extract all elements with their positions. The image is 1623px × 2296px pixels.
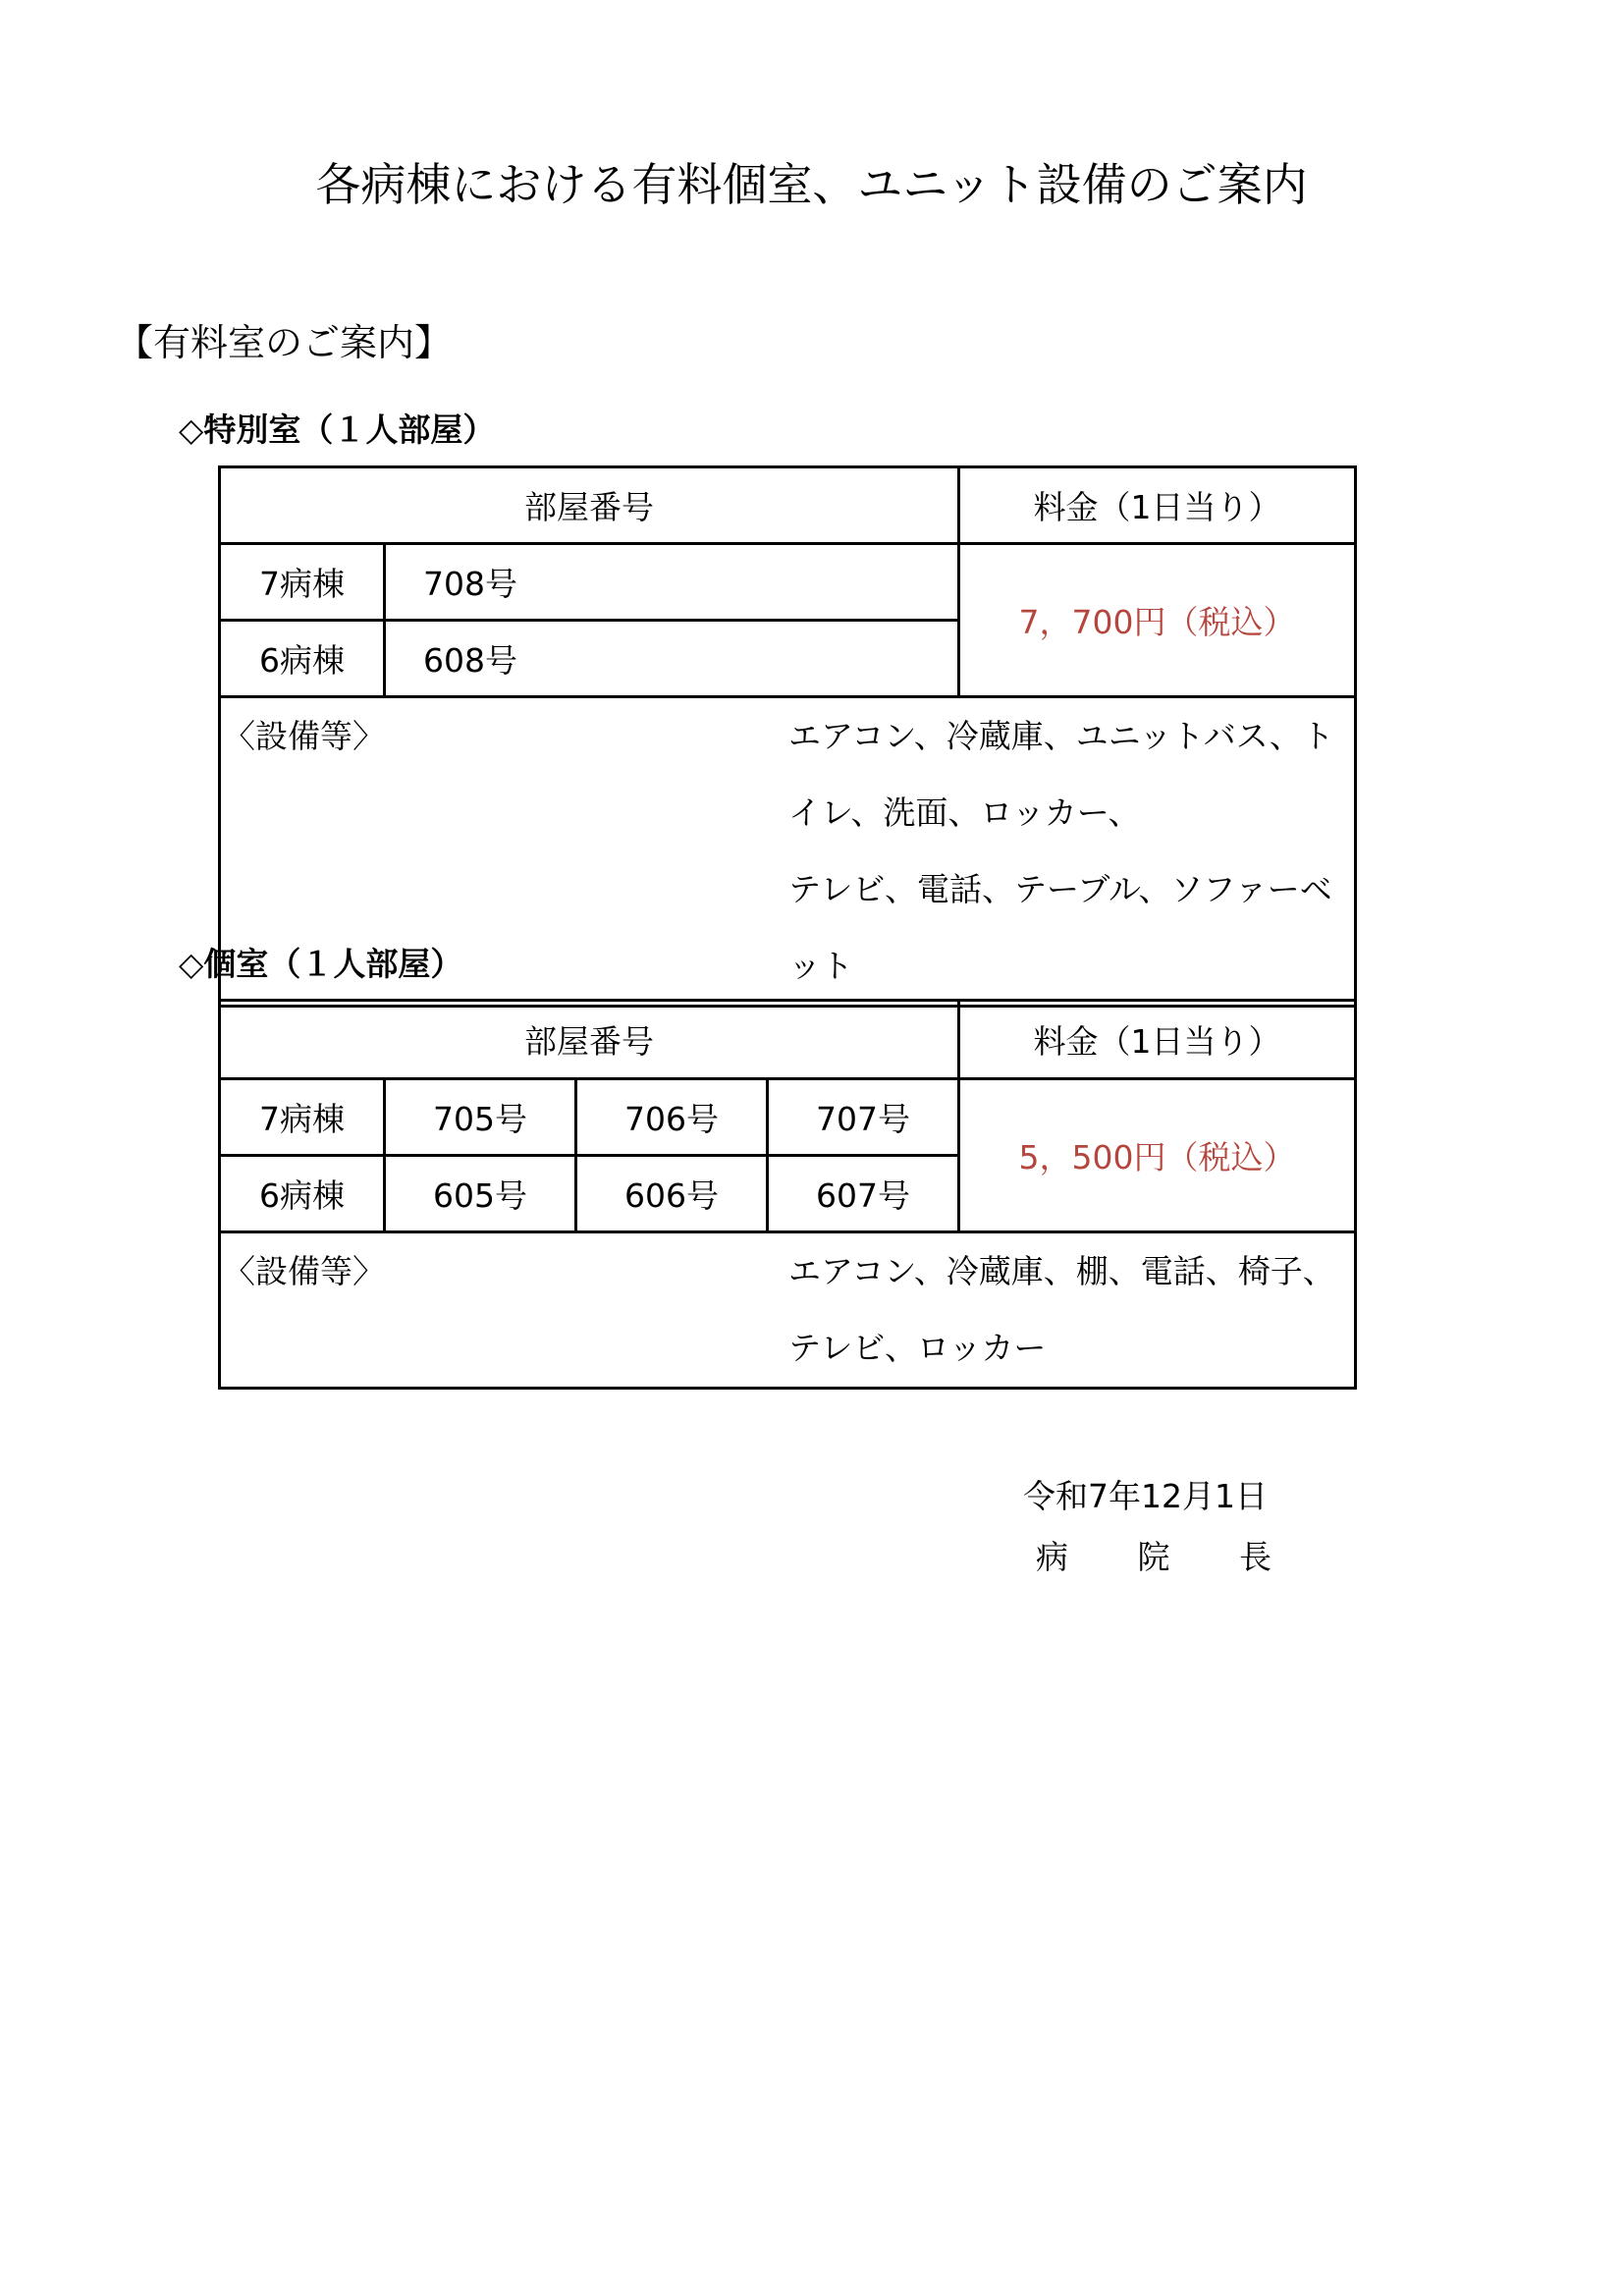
- price-value: 5，500円（税込）: [959, 1079, 1356, 1232]
- equipment-line: エアコン、冷蔵庫、棚、電話、椅子、テレビ、ロッカー: [788, 1252, 1335, 1367]
- equipment-line: テレビ、電話、テーブル、ソファーベット: [788, 870, 1332, 985]
- room-number: 608号: [385, 621, 959, 697]
- room-number: 606号: [576, 1156, 768, 1232]
- special-room-heading: ◇特別室（１人部屋）: [179, 410, 496, 449]
- document-title: 各病棟における有料個室、ユニット設備のご案内: [315, 158, 1308, 211]
- table-row: [220, 544, 1356, 621]
- signature-char: 病: [1036, 1538, 1068, 1576]
- room-number: 706号: [576, 1079, 768, 1156]
- room-number: 708号: [385, 544, 959, 621]
- issue-date: 令和7年12月1日: [1023, 1477, 1268, 1515]
- private-room-table: [218, 999, 1357, 1390]
- header-price: 料金（1日当り）: [959, 1001, 1356, 1079]
- header-room-number: 部屋番号: [220, 1001, 959, 1079]
- ward-label: 6病棟: [220, 621, 385, 697]
- room-number: 607号: [768, 1156, 959, 1232]
- signature-char: 長: [1239, 1538, 1271, 1576]
- equipment-label: 〈設備等〉: [223, 717, 385, 755]
- room-number: 707号: [768, 1079, 959, 1156]
- header-price: 料金（1日当り）: [959, 467, 1356, 544]
- signature: [1036, 1532, 1271, 1578]
- ward-label: 7病棟: [220, 1079, 385, 1156]
- special-room-table: [218, 465, 1357, 1008]
- ward-label: 7病棟: [220, 544, 385, 621]
- section-heading: 【有料室のご案内】: [116, 321, 453, 364]
- table-row: [220, 1079, 1356, 1156]
- header-room-number: 部屋番号: [220, 467, 959, 544]
- room-number: 605号: [385, 1156, 576, 1232]
- price-value: 7，700円（税込）: [959, 544, 1356, 697]
- room-number: 705号: [385, 1079, 576, 1156]
- signature-char: 院: [1137, 1538, 1170, 1576]
- equipment-label: 〈設備等〉: [223, 1252, 385, 1290]
- ward-label: 6病棟: [220, 1156, 385, 1232]
- private-room-heading: ◇個室（１人部屋）: [179, 945, 463, 983]
- equipment-line: エアコン、冷蔵庫、ユニットバス、トイレ、洗面、ロッカー、: [788, 717, 1334, 832]
- equipment-cell: [220, 1232, 1356, 1389]
